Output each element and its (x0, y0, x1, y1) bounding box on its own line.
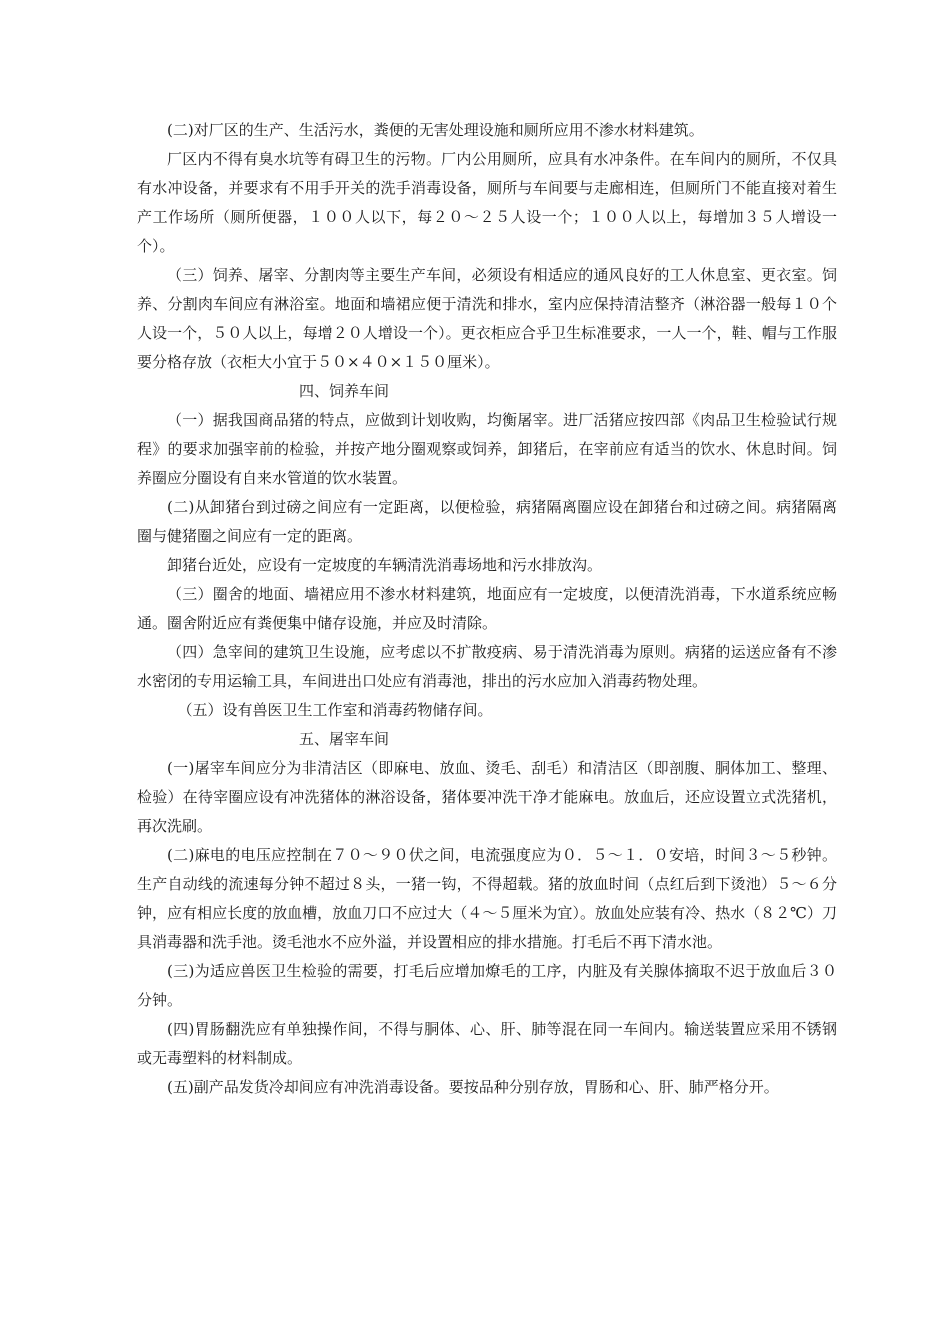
section-heading-4: 四、饲养车间 (299, 382, 390, 400)
paragraph: (三)为适应兽医卫生检验的需要，打毛后应增加燎毛的工序，内脏及有关腺体摘取不迟于放血后３０分钟。 (137, 962, 837, 1009)
paragraph: （四）急宰间的建筑卫生设施，应考虑以不扩散疫病、易于清洗消毒为原则。病猪的运送应备有不渗水密闭的专用运输工具，车间进出口处应有消毒池，排出的污水应加入消毒药物处理。 (137, 643, 837, 690)
paragraph: （三）圈舍的地面、墙裙应用不渗水材料建筑，地面应有一定坡度，以便清洗消毒，下水道系统应畅通。圈舍附近应有粪便集中储存设施，并应及时清除。 (137, 585, 837, 632)
paragraph: (二)对厂区的生产、生活污水，粪便的无害处理设施和厕所应用不渗水材料建筑。 (167, 121, 704, 139)
paragraph: (四)胃肠翻洗应有单独操作间，不得与胴体、心、肝、肺等混在同一车间内。输送装置应采用不锈钢或无毒塑料的材料制成。 (137, 1020, 837, 1067)
document-body (137, 116, 837, 1102)
paragraph: 卸猪台近处，应设有一定坡度的车辆清洗消毒场地和污水排放沟。 (167, 556, 603, 574)
paragraph: (五)副产品发货冷却间应有冲洗消毒设备。要按品种分别存放，胃肠和心、肝、肺严格分开。 (167, 1078, 779, 1096)
paragraph: 厂区内不得有臭水坑等有碍卫生的污物。厂内公用厕所，应具有水冲条件。在车间内的厕所，不仅具有水冲设备，并要求有不用手开关的洗手消毒设备，厕所与车间要与走廊相连，但厕所门不能直接对着生产工作场所（厕所便器，１００人以下，每２０～２５人设一个；１００人以上，每增加３５人增设一个）。 (137, 150, 837, 255)
paragraph: (二)麻电的电压应控制在７０～９０伏之间，电流强度应为０．５～１．０安培，时间３～５秒钟。生产自动线的流速每分钟不超过８头，一猪一钩，不得超载。猪的放血时间（点红后到下烫池）５～６分钟，应有相应长度的放血槽，放血刀口不应过大（４～５厘米为宜）。放血处应装有冷、热水（８２℃）刀具消毒器和洗手池。烫毛池水不应外溢，并设置相应的排水措施。打毛后不再下清水池。 (137, 846, 837, 951)
paragraph: （一）据我国商品猪的特点，应做到计划收购，均衡屠宰。进厂活猪应按四部《肉品卫生检验试行规程》的要求加强宰前的检验，并按产地分圈观察或饲养，卸猪后，在宰前应有适当的饮水、休息时间。饲养圈应分圈设有自来水管道的饮水装置。 (137, 411, 837, 487)
paragraph: （三）饲养、屠宰、分割肉等主要生产车间，必须设有相适应的通风良好的工人休息室、更衣室。饲养、分割肉车间应有淋浴室。地面和墙裙应便于清洗和排水，室内应保持清洁整齐（淋浴器一般每１０个人设一个，５０人以上，每增２０人增设一个）。更衣柜应合乎卫生标准要求，一人一个，鞋、帽与工作服要分格存放（衣柜大小宜于５０×４０×１５０厘米）。 (137, 266, 837, 371)
paragraph: （五）设有兽医卫生工作室和消毒药物储存间。 (177, 701, 493, 719)
paragraph: (二)从卸猪台到过磅之间应有一定距离，以便检验，病猪隔离圈应设在卸猪台和过磅之间。病猪隔离圈与健猪圈之间应有一定的距离。 (137, 498, 837, 545)
paragraph: (一)屠宰车间应分为非清洁区（即麻电、放血、烫毛、刮毛）和清洁区（即剖腹、胴体加工、整理、检验）在待宰圈应设有冲洗猪体的淋浴设备，猪体要冲洗干净才能麻电。放血后，还应设置立式洗猪机，再次洗刷。 (137, 759, 837, 835)
section-heading-5: 五、屠宰车间 (299, 730, 390, 748)
